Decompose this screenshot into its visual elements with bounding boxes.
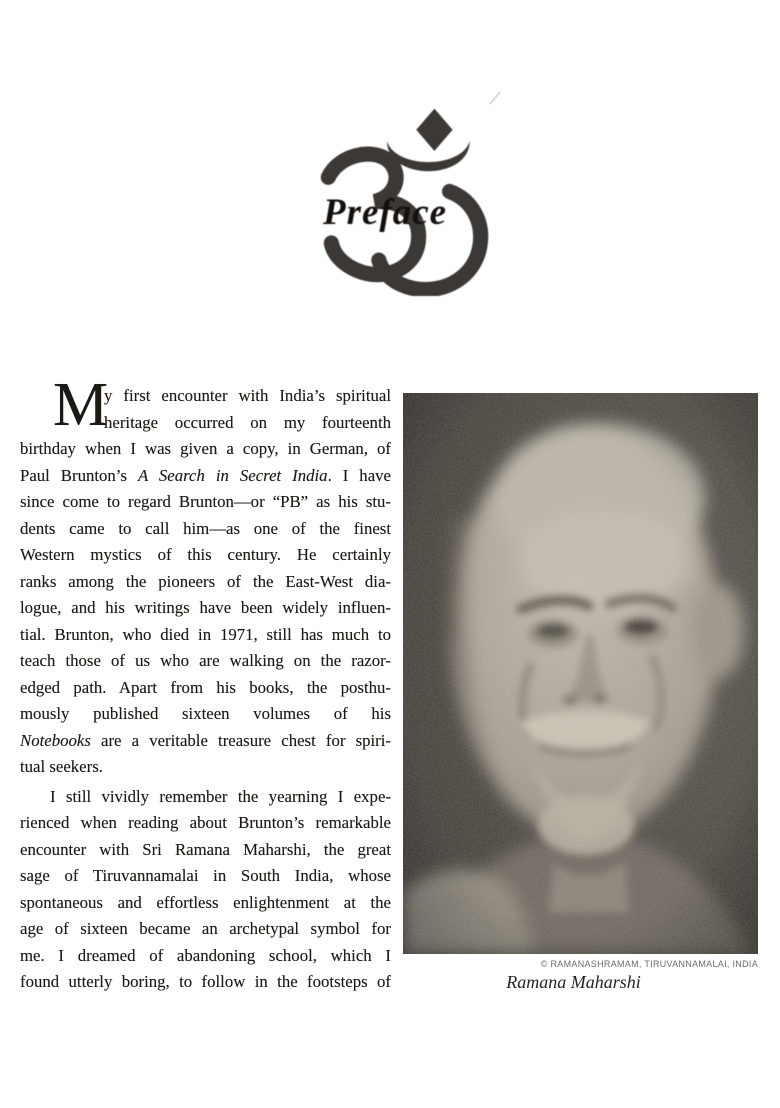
text-line: edged path. Apart from his books, the posthu- — [20, 677, 391, 697]
body-text-column — [20, 371, 391, 996]
text-line: heritage occurred on my fourteenth — [104, 412, 391, 432]
text-line: found utterly boring, to follow in the footsteps of — [20, 972, 391, 991]
scan-artifact — [489, 91, 501, 105]
text-line: Paul Brunton’s A Search in Secret India. I have — [20, 465, 391, 485]
text-line: Western mystics of this century. He certainly — [20, 545, 391, 564]
text-line: tial. Brunton, who died in 1971, still has much to — [20, 624, 391, 644]
text-line: mously published sixteen volumes of his — [20, 704, 391, 723]
text-line: dents came to call him—as one of the finest — [20, 518, 391, 538]
text-line: teach those of us who are walking on the razor- — [20, 651, 391, 670]
dropcap-letter: M — [53, 371, 109, 439]
text-line: me. I dreamed of abandoning school, which I — [20, 945, 391, 965]
photo-credit: © RAMANASHRAMAM, TIRUVANNAMALAI, INDIA — [540, 959, 758, 969]
text-line: Notebooks are a veritable treasure chest for spiri- — [20, 730, 391, 750]
text-line: sage of Tiruvannamalai in South India, whose — [20, 866, 391, 885]
text-line: encounter with Sri Ramana Maharshi, the great — [20, 839, 391, 859]
text-line: logue, and his writings have been widely influen- — [20, 598, 391, 617]
text-line: spontaneous and effortless enlightenment at the — [20, 892, 391, 912]
text-line: rienced when reading about Brunton’s remarkable — [20, 813, 391, 832]
text-line: ranks among the pioneers of the East-West dia- — [20, 571, 391, 591]
text-line: I still vividly remember the yearning I expe- — [50, 786, 391, 806]
page-title: Preface — [323, 192, 448, 233]
paragraph-2 — [20, 784, 391, 996]
text-line: y first encounter with India’s spiritual — [104, 386, 391, 405]
text-line: age of sixteen became an archetypal symbol for — [20, 919, 391, 938]
text-line: tual seekers. — [20, 757, 103, 776]
text-line: since come to regard Brunton—or “PB” as his stu- — [20, 492, 391, 511]
photo-caption: Ramana Maharshi — [506, 972, 641, 992]
ramana-maharshi-photo — [403, 393, 758, 954]
text-line: birthday when I was given a copy, in German, of — [20, 439, 391, 458]
paragraph-1 — [20, 383, 391, 781]
om-bindu-diamond — [416, 109, 452, 151]
